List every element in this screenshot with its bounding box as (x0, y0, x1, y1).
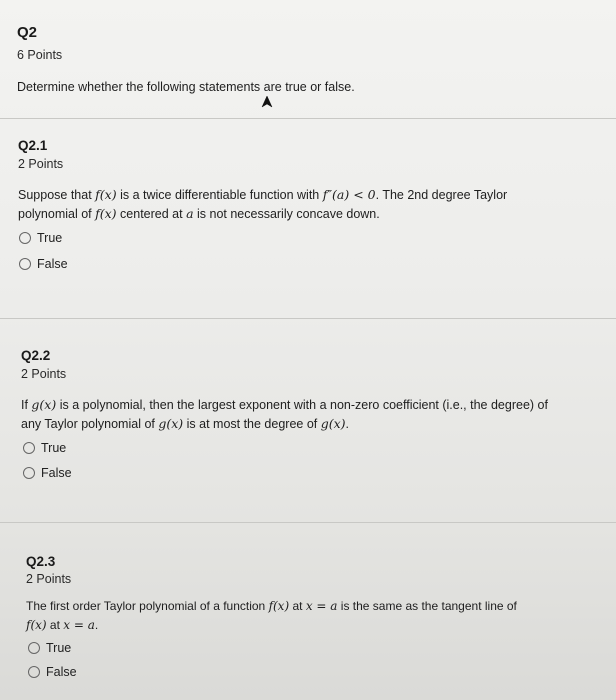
option-label: True (41, 441, 67, 455)
mouse-cursor-icon (261, 95, 273, 109)
q2-2-title: Q2.2 (21, 348, 51, 363)
radio-button[interactable] (23, 467, 35, 479)
q2-3-option-true[interactable] (28, 641, 71, 655)
divider (0, 118, 616, 119)
radio-button[interactable] (28, 666, 40, 678)
option-label: False (37, 257, 68, 271)
q2-2-statement-line1: If g(x) is a polynomial, then the largest exponent with a non-zero coefficient (i.e., the degree) of (21, 397, 548, 412)
radio-button[interactable] (28, 642, 40, 654)
q2-2-points: 2 Points (21, 367, 67, 381)
q2-3-title: Q2.3 (26, 554, 56, 569)
q2-2-option-true[interactable] (23, 441, 66, 455)
option-label: False (46, 665, 77, 679)
q2-points: 6 Points (17, 48, 63, 62)
radio-button[interactable] (19, 258, 31, 270)
option-label: False (41, 466, 72, 480)
option-label: True (37, 231, 63, 245)
q2-2-option-false[interactable] (23, 466, 72, 480)
q2-3-points: 2 Points (26, 572, 72, 586)
option-label: True (46, 641, 72, 655)
q2-title: Q2 (17, 24, 38, 41)
q2-1-points: 2 Points (18, 157, 64, 171)
divider (0, 522, 616, 523)
q2-3-statement-line1: The first order Taylor polynomial of a function f(x) at x = a is the same as the tangent line of (26, 599, 517, 613)
radio-button[interactable] (19, 232, 31, 244)
q2-1-statement-line2: polynomial of f(x) centered at a is not necessarily concave down. (18, 206, 380, 221)
q2-1-option-true[interactable] (19, 231, 62, 245)
q2-2-statement-line2: any Taylor polynomial of g(x) is at most the degree of g(x). (21, 416, 350, 431)
q2-3-statement-line2: f(x) at x = a. (26, 618, 99, 632)
radio-button[interactable] (23, 442, 35, 454)
q2-1-option-false[interactable] (19, 257, 68, 271)
divider (0, 318, 616, 319)
q2-3-option-false[interactable] (28, 665, 77, 679)
q2-instruction: Determine whether the following statements are true or false. (17, 80, 355, 94)
q2-1-statement-line1: Suppose that f(x) is a twice differentiable function with f″(a) < 0. The 2nd degree Taylor (18, 187, 508, 202)
q2-1-title: Q2.1 (18, 138, 48, 153)
